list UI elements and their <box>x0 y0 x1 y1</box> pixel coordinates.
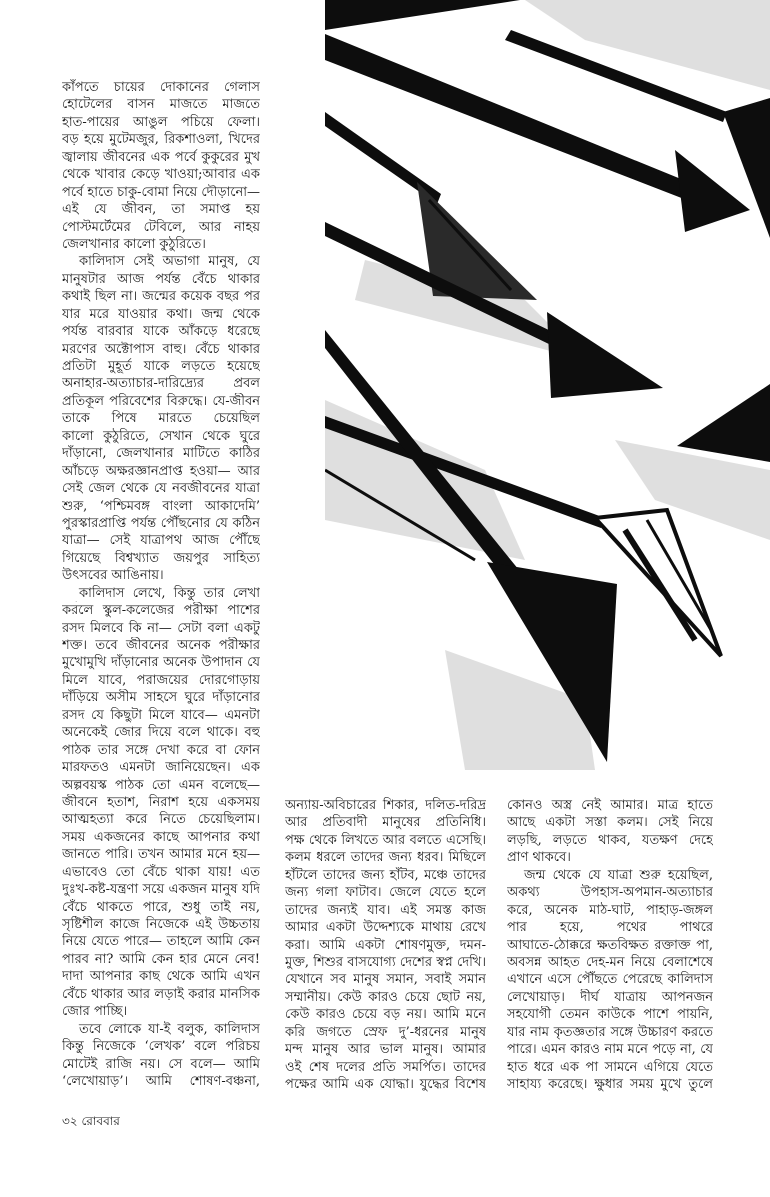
text-line: কালো কুঠুরিতে, সেখান থেকে ঘুরে <box>62 428 260 444</box>
paragraph <box>62 79 260 253</box>
text-line: তবে লোকে যা-ই বলুক, কালিদাস <box>79 1021 260 1037</box>
text-line: আঁচড়ে অক্ষরজ্ঞানপ্রাপ্ত হওয়া— আর <box>62 463 260 479</box>
text-line: কালিদাস সেই অভাগা মানুষ, যে <box>79 254 260 270</box>
text-line: জানতে পারি। তখন আমার মনে হয়— <box>62 847 260 863</box>
text-line: জ্বালায় জীবনের এক পর্বে কুকুরের মুখ <box>62 149 260 165</box>
text-line: থেকে খাবার কেড়ে খাওয়া;আবার এক <box>62 167 260 183</box>
text-line: দুঃখ-কষ্ট-যন্ত্রণা সয়ে একজন মানুষ যদি <box>62 882 260 898</box>
text-line: যেখানে সব মানুষ সমান, সবাই সমান <box>285 972 486 988</box>
text-line: সময় একজনের কাছে আপনার কথা <box>62 829 260 845</box>
text-line: হোটেলের বাসন মাজতে মাজতে <box>62 97 260 113</box>
text-line: যাত্রা— সেই যাত্রাপথ আজ পৌঁছে <box>62 533 260 549</box>
text-line: করে, অনেক মাঠ-ঘাট, পাহাড়-জঙ্গল <box>507 902 713 918</box>
text-line: প্রাণ থাকবে। <box>507 850 571 866</box>
text-line: কলম ধরলে তাদের জন্য ধরব। মিছিলে <box>285 850 486 866</box>
text-line: মুক্ত, শিশুর বাসযোগ্য দেশের স্বপ্ন দেখি। <box>285 954 486 970</box>
text-line: দাঁড়ানো, জেলখানার মাটিতে কাঠির <box>62 446 260 462</box>
text-line: কথাই ছিল না। জন্মের কয়েক বছর পর <box>62 289 260 305</box>
text-line: তাকে পিষে মারতে চেয়েছিল <box>62 411 260 427</box>
text-line: এই যে জীবন, তা সমাপ্ত হয় <box>62 202 260 218</box>
text-line: অকথ্য উপহাস-অপমান-অত্যাচার <box>507 885 713 901</box>
text-line: জীবনে হতাশ, নিরাশ হয়ে একসময় <box>62 794 260 810</box>
text-line: রসদ যে কিছুটা মিলে যাবে— এমনটা <box>62 707 260 723</box>
text-line: জোর পাচ্ছি। <box>62 1004 128 1020</box>
text-line: রসদ মিলবে কি না— সেটা বলা একটু <box>62 620 260 636</box>
text-line: যার মরে যাওয়ার কথা। জন্ম থেকে <box>62 306 260 322</box>
text-line: পোস্টমর্টেমের টেবিলে, আর নাহয় <box>62 219 260 235</box>
text-line: কোনও অস্ত্র নেই আমার। মাত্র হাতে <box>507 798 713 813</box>
text-line: শুরু, ‘পশ্চিমবঙ্গ বাংলা আকাদেমি’ <box>62 498 260 514</box>
text-line: কিন্তু নিজেকে ‘লেখক’ বলে পরিচয় <box>62 1039 260 1055</box>
paragraph <box>285 797 486 1093</box>
text-line: জন্ম থেকে যে যাত্রা শুরু হয়েছিল, <box>524 867 713 883</box>
text-line: এভাবেও তো বেঁচে থাকা যায়! এত <box>62 864 260 880</box>
text-line: উৎসবের আঙিনায়। <box>62 568 164 584</box>
text-line: পারে। এমন কারও নাম মনে পড়ে না, যে <box>507 1042 713 1058</box>
text-line: হাত-পায়ের আঙুল পচিয়ে ফেলা। <box>62 114 260 130</box>
text-line: পর্যন্ত বারবার যাকে আঁকড়ে ধরেছে <box>62 324 260 340</box>
text-line: পার হয়ে, পথের পাথরে <box>507 920 713 936</box>
page-number: ৩২ <box>62 1114 78 1128</box>
text-line: প্রতিটা মুহূর্ত যাকে লড়তে হয়েছে <box>62 359 260 374</box>
text-line: লড়ছি, লড়তে থাকব, যতক্ষণ দেহে <box>507 832 713 848</box>
text-line: বড় হয়ে মুটেমজুর, রিকশাওলা, খিদের <box>62 132 260 148</box>
text-line: জন্য গলা ফাটাব। জেলে যেতে হলে <box>285 885 486 901</box>
text-line: মানুষটার আজ পর্যন্ত বেঁচে থাকার <box>62 271 260 287</box>
text-line: নিয়ে যেতে পারে— তাহলে আমি কেন <box>62 934 260 950</box>
text-line: কেউ কারও চেয়ে বড় নয়। আমি মনে <box>285 1007 486 1023</box>
text-line: পারব না? আমি কেন হার মেনে নেব! <box>62 951 260 967</box>
text-line: ওই শেষ দলের প্রতি সমর্পিত। তাদের <box>285 1059 486 1075</box>
magazine-name: রোববার <box>81 1114 120 1128</box>
text-line: এখানে এসে পৌঁছতে পেরেছে কালিদাস <box>507 972 713 988</box>
text-line: মারফতও এমনটা জানিয়েছেন। এক <box>62 760 260 776</box>
text-line: দাদা আপনার কাছ থেকে আমি এখন <box>62 969 260 985</box>
text-line: জেলখানার কালো কুঠুরিতে। <box>62 236 206 252</box>
paragraph <box>62 585 260 1021</box>
text-line: পর্বে হাতে চাকু-বোমা নিয়ে দৌড়ানো— <box>62 184 260 200</box>
text-line: দাঁড়িয়ে অসীম সাহসে ঘুরে দাঁড়ানোর <box>62 690 260 706</box>
paragraph <box>507 867 713 1094</box>
arrows-illustration <box>325 0 770 775</box>
text-line: গিয়েছে বিশ্বখ্যাত জয়পুর সাহিত্য <box>62 550 260 566</box>
paragraph <box>62 1021 260 1091</box>
text-line: অবসন্ন আহত দেহ-মন নিয়ে বেলাশেষে <box>507 954 713 970</box>
text-line: পাঠক তার সঙ্গে দেখা করে বা ফোন <box>62 742 260 758</box>
text-line: অল্পবয়স্ক পাঠক তো এমন বলেছে— <box>62 777 260 793</box>
text-line: করা। আমি একটা শোষণমুক্ত, দমন- <box>285 937 486 953</box>
text-line: আমার একটা উদ্দেশ্যকে মাথায় রেখে <box>285 920 486 936</box>
page-footer <box>62 1113 120 1133</box>
text-line: হাঁটলে তাদের জন্য হাঁটব, মঞ্চে তাদের <box>285 867 486 883</box>
text-line: লেখোয়াড়। দীর্ঘ যাত্রায় আপনজন <box>507 989 713 1005</box>
text-line: অন্যায়-অবিচারের শিকার, দলিত-দরিদ্র <box>285 798 486 813</box>
text-line: যার নাম কৃতজ্ঞতার সঙ্গে উচ্চারণ করতে <box>507 1024 713 1040</box>
text-line: কালিদাস লেখে, কিন্তু তার লেখা <box>79 585 260 601</box>
text-line: মোটেই রাজি নয়। সে বলে— আমি <box>62 1056 260 1072</box>
text-line: করি জগতে স্রেফ দু’-ধরনের মানুষ <box>285 1024 486 1040</box>
article-column-right <box>507 797 713 1093</box>
text-line: প্রতিকূল পরিবেশের বিরুদ্ধে। যে-জীবন <box>62 393 260 409</box>
text-line: বেঁচে থাকার আর লড়াই করার মানসিক <box>62 986 260 1002</box>
text-line: অনাহার-অত্যাচার-দারিদ্র্যের প্রবল <box>62 376 260 392</box>
text-line: বেঁচে থাকতে পারে, শুধু তাই নয়, <box>62 899 260 915</box>
text-line: ‘লেখোয়াড়’। আমি শোষণ-বঞ্চনা, <box>62 1073 260 1089</box>
text-line: সহযোগী তেমন কাউকে পাশে পায়নি, <box>507 1007 713 1023</box>
text-line: মুখোমুখি দাঁড়ানোর অনেক উপাদান যে <box>62 655 260 671</box>
text-line: শক্ত। তবে জীবনের অনেক পরীক্ষার <box>62 638 260 653</box>
text-line: আর প্রতিবাদী মানুষের প্রতিনিধি। <box>285 815 486 831</box>
text-line: মরণের অক্টোপাস বাহু। বেঁচে থাকার <box>62 341 260 357</box>
text-line: পুরস্কারপ্রাপ্তি পর্যন্ত পৌঁছনোর যে কঠিন <box>62 515 260 531</box>
text-line: কাঁপতে চায়ের দোকানের গেলাস <box>62 80 260 95</box>
arrows-artwork <box>325 0 770 775</box>
text-line: করলে স্কুল-কলেজের পরীক্ষা পাশের <box>62 603 260 619</box>
article-column-left <box>62 79 260 1090</box>
text-line: সৃষ্টিশীল কাজে নিজেকে এই উচ্চতায় <box>62 917 260 932</box>
text-line: পক্ষ থেকে লিখতে আর বলতে এসেছি। <box>285 832 486 848</box>
text-line: অনেকেই জোর দিয়ে বলে থাকে। বহু <box>62 725 260 741</box>
text-line: তাদের জন্যই যাব। এই সমস্ত কাজ <box>285 902 486 918</box>
text-line: হাত ধরে এক পা সামনে এগিয়ে যেতে <box>507 1059 713 1075</box>
text-line: সেই জেল থেকে যে নবজীবনের যাত্রা <box>62 481 260 497</box>
paragraph <box>507 797 713 867</box>
text-line: আঘাতে-ঠোক্করে ক্ষতবিক্ষত রক্তাক্ত পা, <box>507 937 713 953</box>
text-line: পক্ষের আমি এক যোদ্ধা। যুদ্ধের বিশেষ <box>285 1077 486 1092</box>
paragraph <box>62 253 260 584</box>
text-line: আত্মহত্যা করে নিতে চেয়েছিলাম। <box>62 812 260 828</box>
text-line: সাহায্য করেছে। ক্ষুধার সময় মুখে তুলে <box>507 1077 713 1092</box>
text-line: আছে একটা সস্তা কলম। সেই নিয়ে <box>507 815 713 831</box>
article-column-middle <box>285 797 486 1093</box>
text-line: মন্দ মানুষ আর ভাল মানুষ। আমার <box>285 1042 486 1058</box>
text-line: সম্মানীয়। কেউ কারও চেয়ে ছোট নয়, <box>285 989 486 1005</box>
text-line: মিলে যাবে, পরাজয়ের দোরগোড়ায় <box>62 672 260 688</box>
